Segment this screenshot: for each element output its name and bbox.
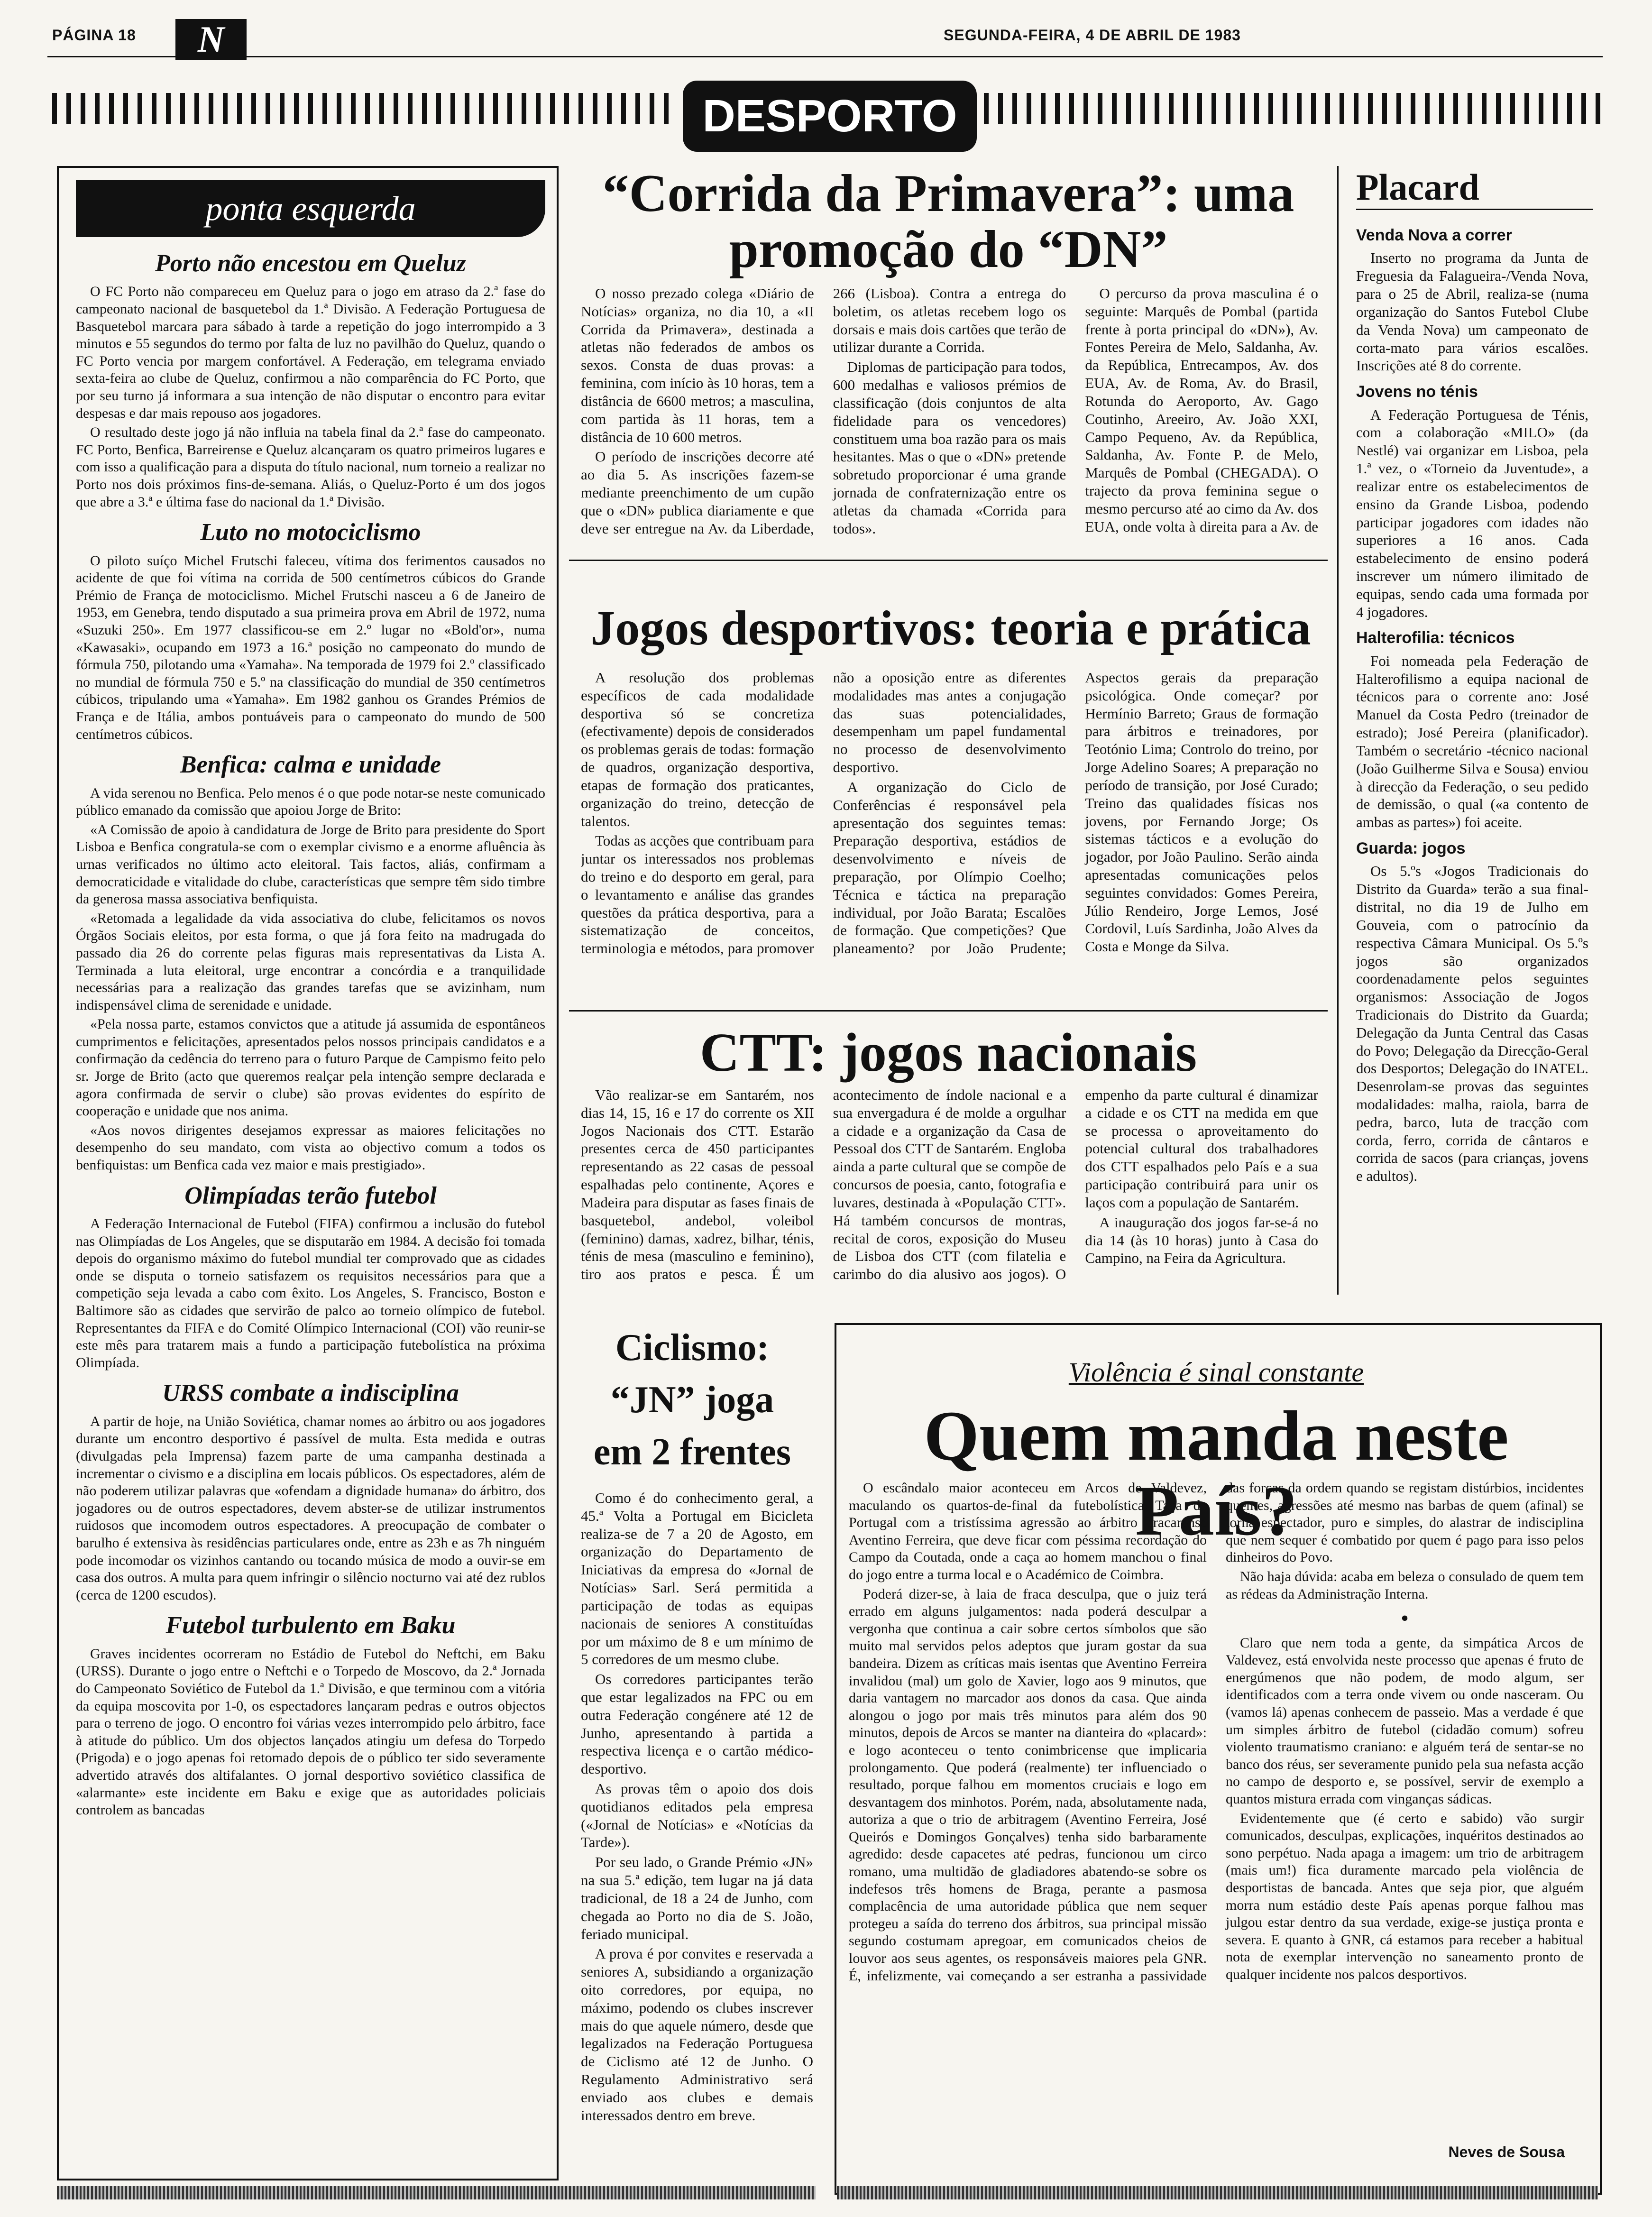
article-paragraph: Os corredores participantes terão que estar legalizados na FPC ou em outra Federação congénere até 12 de Junho, apresentando à partida a respectiva licença e o cartão médico-desportivo.: [581, 1671, 813, 1777]
ponta-esquerda-content: [76, 242, 545, 2167]
footer-texture-left: [57, 2186, 816, 2199]
section-bullet: •: [1401, 1606, 1409, 1631]
story-paragraph: «Retomada a legalidade da vida associativa do clube, felicitamos os novos Órgãos Sociais eleitos, por esta forma, o que já fora feito na madrugada do passado dia 26 do corrente pelas figuras mais representativas da Lista A. Terminada a luta eleitoral, urge encontrar a concórdia e a tranquilidade necessárias para a realização das grandes tarefas que se avizinham, num indispensável clima de serenidade e unidade.: [76, 910, 545, 1013]
article-paragraph: A organização do Ciclo de Conferências é responsável pela apresentação dos seguintes temas: Preparação desportiva, estádios de desenvolvimento e níveis de preparação, por Olímpio Coelho; Técnica e táctica na preparação individual, por João Barata; Escalões de formação. Que competições? Que planeamento? por João Prudente; Aspectos gerais da preparação psicológica. Onde começar? por Hermínio Barreto; Graus de formação para árbitros e treinadores, por Teotónio Lima; Controlo do treino, por Jorge Adelino Soares; A preparação no período de transição, por José Curado; Treino das qualidades físicas nos jovens, por Fernando Jorge; Os sistemas tácticos e a evolução do jogador, por João Paulino. Serão ainda apresentadas comunicações pelos seguintes convidados: Gomes Pereira, Júlio Rendeiro, Jorge Lemos, José Cordovil, Luís Sardinha, João Alves da Costa e Monge da Silva.: [833, 669, 1318, 957]
footer-texture-right: [837, 2186, 1598, 2199]
placard-item-text: Inserto no programa da Junta de Freguesia da Falagueira-/Venda Nova, para o 25 de Abril, realiza-se (numa organização do Santos Futebol Clube da Venda Nova) um campeonato de corta-mato para vários escalões. Inscrições até 8 do corrente.: [1356, 249, 1588, 374]
page-number: PÁGINA 18: [52, 27, 136, 44]
ctt-body: [581, 1086, 1318, 1333]
article-paragraph: A resolução dos problemas específicos de cada modalidade desportiva só se concretiza (efectivamente) depois de considerados os problemas gerais de todas: formação de quadros, organização desportiva, etapas de formação dos praticantes, organização do treino, detecção de talentos.: [581, 669, 814, 829]
story-paragraph: Graves incidentes ocorreram no Estádio de Futebol do Neftchi, em Baku (URSS). Durante o jogo entre o Neftchi e o Torpedo de Moscovo, da 2.ª Jornada do Campeonato Soviético de Futebol da 1.ª Divisão, e que terminou com a vitória da equipa moscovita por 1-0, os espectadores lançaram pedras e outros objectos para o terreno de jogo. O encontro foi várias vezes interrompido pelo árbitro, face à atitude do público. Um dos objectos lançados atingiu um defesa do Torpedo (Prigoda) e o jogo apenas foi retomado depois de o público ter sido severamente advertido através dos altifalantes. O jornal desportivo soviético classifica de «alarmante» este incidente em Baku e exige que as autoridades policiais controlem as bancadas: [76, 1646, 545, 1818]
placard-title: Placard: [1356, 166, 1593, 210]
article-author: Neves de Sousa: [1448, 2143, 1565, 2161]
article-paragraph: O percurso da prova masculina é o seguinte: Marquês de Pombal (partida frente à porta principal do «DN»), Av. Fontes Pereira de Melo, Saldanha, Av. da República, Entrecampos, Av. dos EUA, Av. de Roma, Av. do Brasil, Rotunda do Aeroporto, Av. Gago Coutinho, Areeiro, Av. João XXI, Campo Pequeno, Av. da República, Saldanha, Av. Fonte P. de Melo, Marquês de Pombal (CHEGADA). O trajecto da prova feminina segue o mesmo percurso até ao cimo da Av. dos EUA, onde volta à direita para a Av. de: [1085, 285, 1318, 535]
story-title: URSS combate a indisciplina: [162, 1380, 459, 1407]
corrida-headline: “Corrida da Primavera”: uma promoção do “DN”: [602, 164, 1294, 279]
article-paragraph: Vão realizar-se em Santarém, nos dias 14, 15, 16 e 17 do corrente os XII Jogos Nacionais dos CTT. Estarão presentes cerca de 450 participantes representando as 22 casas de pessoal espalhadas pelo continente, Açores e Madeira para disputar as fases finais de basquetebol, andebol, voleibol (feminino) damas, xadrez, bilhar, ténis, ténis de mesa (masculino e feminino), tiro aos pratos e pesca. É um acontecimento de índole nacional e a sua envergadura é de molde a orgulhar a cidade e a organização da Casa de Pessoal dos CTT de Santarém. Engloba ainda a parte cultural que se compõe de concursos de poesia, canto, fotografia e luvares, destinada à «População CTT». Há também concursos de montras, recital de coros, exposição do Museu de Lisboa dos CTT (com filatelia e carimbo do dia alusivo aos jogos). O empenho da parte cultural é dinamizar a cidade e os CTT na medida em que se processa o aproveitamento do potencial cultural dos trabalhadores dos CTT espalhados pelo País e a sua participação contribuirá para unir os laços com a população de Santarém.: [581, 1086, 1318, 1283]
divider: [569, 560, 1328, 561]
placard-item-head: Halterofilia: técnicos: [1356, 629, 1515, 647]
placard-body: [1356, 218, 1588, 1290]
ciclismo-title-line1: Ciclismo:: [615, 1327, 770, 1369]
decorative-bar-right: [984, 93, 1600, 124]
corrida-body: [581, 285, 1318, 550]
ciclismo-title-line2: “JN” joga: [610, 1379, 774, 1421]
divider: [569, 1010, 1328, 1012]
article-paragraph: Diplomas de participação para todos, 600 medalhas e valiosos prémios de classificação (dois conjuntos de alta fidelidade para os vencedores) constituem uma boa razão para os mais hesitantes. Mas o que o «DN» pretende sobretudo proporcionar é uma grande jornada de confraternização entre os atletas da chamada «Corrida para todos».: [833, 359, 1066, 537]
quem-headline: Quem manda neste País?: [924, 1397, 1509, 1550]
article-paragraph: Claro que nem toda a gente, da simpática Arcos de Valdevez, está envolvida neste processo que apenas é fruto de energúmenos que não podem, de modo algum, ser identificados com a terra onde vivem ou onde nasceram. Ou (vamos lá) apenas conhecem de passeio. Mas a verdade é que um simples árbitro de futebol (cidadão comum) sofreu violento traumatismo craniano: e alguém terá de sentar-se no banco dos réus, ser severamente punido pela sua nefasta acção no campo de desporto e, se possível, servir de exemplo a quantos mistura errada com vinganças sádicas.: [1226, 1635, 1584, 1807]
jogos-body: [581, 669, 1318, 1001]
story-title: Olimpíadas terão futebol: [184, 1182, 437, 1209]
story-paragraph: A vida serenou no Benfica. Pelo menos é o que pode notar-se neste comunicado público emanado da comissão que apoiou Jorge de Brito:: [76, 785, 545, 819]
ciclismo-body: [581, 1489, 813, 2177]
page-date: SEGUNDA-FEIRA, 4 DE ABRIL DE 1983: [944, 27, 1241, 44]
article-paragraph: O escândalo maior aconteceu em Arcos de Valdevez, maculando os quartos-de-final da futebolística Taça de Portugal com a tristíssima agressão ao árbitro bracarense Aventino Ferreira, que deve ficar com péssima recordação do Campo da Coutada, onde a caça ao homem manchou o final do jogo entre a turma local e o Académico de Coimbra.: [849, 1480, 1207, 1582]
placard-item-head: Jovens no ténis: [1356, 383, 1478, 401]
placard-item-head: Venda Nova a correr: [1356, 226, 1512, 244]
placard-item-text: Os 5.ºs «Jogos Tradicionais do Distrito da Guarda» terão a sua final-distrital, no dia 19 de Julho em Gouveia, com o patrocínio da respectiva Câmara Municipal. Os 5.ºs jogos são organizados coordenadamente pelos seguintes organismos: Associação de Jogos Tradicionais do Distrito da Guarda; Delegação da Junta Central das Casas do Povo; Delegação da Direcção-Geral dos Desportos; Delegação do INATEL. Desenrolam-se provas das seguintes modalidades: malha, raiola, barra de pedra, barco, luta de tracção com corda, ferro, corrida de cântaros e corrida de sacos (para crianças, jovens e adultos).: [1356, 863, 1588, 1185]
story-title: Benfica: calma e unidade: [180, 751, 441, 779]
story-title: Porto não encestou em Queluz: [155, 250, 466, 277]
jogos-headline: Jogos desportivos: teoria e prática: [590, 601, 1311, 655]
ponta-esquerda-tag: ponta esquerda: [76, 180, 545, 237]
article-paragraph: Todas as acções que contribuam para juntar os interessados nos problemas do treino e do desporto em geral, para o levantamento e análise das grandes questões da prática desportiva, para a sistematização de conceitos, terminologia e métodos, para promover não a oposição entre as diferentes modalidades mas antes a conjugação das suas potencialidades, desempenham um papel fundamental no processo de desenvolvimento desportivo.: [581, 669, 1066, 957]
story-paragraph: O piloto suíço Michel Frutschi faleceu, vítima dos ferimentos causados no acidente de que foi vítima na corrida de 500 centímetros cúbicos do Grande Prémio de França de motociclismo. Michel Frutschi nasceu a 6 de Janeiro de 1953, em Genebra, tendo disputado a sua primeira prova em Abril de 1972, numa «Suzuki 250». Em 1977 classificou-se em 2.º lugar no «Bold'or», numa «Kawasaki», ocupando em 1973 a 16.ª posição no campeonato do mundo de fórmula 750, pilotando uma «Yamaha». Na temporada de 1979 foi 2.º classificado no mundial de fórmula 750 e 5.º na classificação do mundial de 350 centímetros cúbicos, tripulando uma «Yamaha». Em 1982 ganhou os Grandes Prémios de França e de Itália, ambos pontuáveis para o campeonato do mundo de 500 centímetros cúbicos.: [76, 552, 545, 742]
article-paragraph: O nosso prezado colega «Diário de Notícias» organiza, no dia 10, a «II Corrida da Primavera», destinada a atletas não federados de ambos os sexos. Consta de duas provas: a feminina, com início às 10 horas, tem a distância de 6600 metros; a masculina, com partida às 11 horas, tem a distância de 10 600 metros.: [581, 285, 814, 445]
story-paragraph: O FC Porto não compareceu em Queluz para o jogo em atraso da 2.ª fase do campeonato nacional de basquetebol da 1.ª Divisão. A Federação Portuguesa de Basquetebol marcara para sábado à tarde a repetição do jogo interrompido a 3 minutos e 55 segundos do termo por falta de luz no pavilhão do Queluz, quando o FC Porto vencia por margem confortável. A Federação, em telegrama enviado sexta-feira ao clube de Queluz, confirmou a não comparência do FC Porto, que por seu turno já informara a sua intenção de não disputar o encontro para evitar despesas e dar mais repouso aos jogadores.: [76, 284, 545, 421]
section-title: DESPORTO: [683, 81, 977, 152]
placard-item-text: A Federação Portuguesa de Ténis, com a colaboração «MILO» (da Nestlé) vai organizar em Lisboa, pela 1.ª vez, o «Torneio da Juventude», a realizar entre os estabelecimentos de ensino da Grande Lisboa, podendo participar jogadores com idades não superiores a 16 anos. Cada estabelecimento de ensino poderá inscrever um número ilimitado de equipas, sendo cada uma formada por 4 jogadores.: [1356, 406, 1588, 620]
story-paragraph: A partir de hoje, na União Soviética, chamar nomes ao árbitro ou aos jogadores durante um encontro desportivo é passível de multa. Esta medida e outras (divulgadas pela Imprensa) fazem parte de uma campanha destinada a incrementar o civismo e a disciplina em locais públicos. Os espectadores, além de não poderem utilizar palavras que «ofendam a dignidade humana» do árbitro, dos jogadores ou de outros espectadores, devem abster-se de utilizar instrumentos ruidosos que incomodem outros espectadores. A preocupação de combater o barulho é extensiva às residências particulares onde, entre as 23h e as 7h ninguém pode incomodar os vizinhos cantando ou tocando música de modo a ouvir-se em casa dos outros. A multa para quem infringir o silêncio nocturno vai até dez rublos (cerca de 1200 escudos).: [76, 1413, 545, 1603]
article-paragraph: A prova é por convites e reservada a seniores A, subsidiando a organização oito corredores, por equipa, no máximo, podendo os clubes inscrever mais do que aquele número, desde que legalizados na Federação Portuguesa de Ciclismo até 12 de Junho. O Regulamento Administrativo será enviado aos clubes e demais interessados dentro em breve.: [581, 1945, 813, 2124]
story-title: Futebol turbulento em Baku: [165, 1612, 456, 1639]
article-paragraph: Evidentemente que (é certo e sabido) vão surgir comunicados, desculpas, explicações, inquéritos destinados ao sono perpétuo. Nada apaga a imagem: um trio de arbitragem (mais um!) fica duramente marcado pela violência de desportistas de bancada. Antes que seja pior, que alguém morra num estádio deste País apenas porque falhou mas julgou estar dentro da sua verdade, exige-se justiça pronta e severa. E quanto à GNR, cá estamos para receber a habitual nota de exemplar intervenção no saneamento pronto de qualquer incidente nos palcos desportivos.: [1226, 1810, 1584, 1982]
ciclismo-title-line3: em 2 frentes: [593, 1431, 791, 1473]
quem-body: [849, 1480, 1584, 2134]
story-paragraph: O resultado deste jogo já não influia na tabela final da 2.ª fase do campeonato. FC Porto, Benfica, Barreirense e Queluz alcançaram os quatro primeiros lugares e com isso a qualificação para a disputa do título nacional, num torneio a realizar no Porto nos dois próximos fins-de-semana. Aliás, o Queluz-Porto é um dos jogos que abre a 3.ª e última fase do nacional da 1.ª Divisão.: [76, 424, 545, 510]
placard-item-text: Foi nomeada pela Federação de Halterofilismo a equipa nacional de técnicos para o corrente ano: José Manuel da Costa Pedro (treinador de estrado); José Pereira (planificador). Também o secretário -técnico nacional (João Guilherme Silva e Sousa) enviou à direcção da Federação, o seu pedido de demissão, o qual («a contento de ambas as partes») foi aceite.: [1356, 652, 1588, 831]
article-paragraph: Poderá dizer-se, à laia de fraca desculpa, que o juiz terá errado em alguns julgamentos: nada poderá desculpar a vergonha que continua a cair sobre certos símbolos que são muito mal servidos pelos adeptos que juram gostar da sua bandeira. Dizem as críticas mais isentas que Aventino Ferreira invalidou (mal) um golo de Xavier, logo aos 9 minutos, que daria vantagem no marcador aos donos da casa. Que ainda alongou o jogo por mais três minutos para além dos 90 minutos, depois de Arcos se manter na dianteira do «placard»: e logo aconteceu o tento conimbricense que implicaria prolongamento. Que poderá (realmente) ter influenciado o resultado, porque falhou em momentos cruciais e logo em desvantagem dos minhotos. Porém, nada, absolutamente nada, autoriza a que o trio de arbitragem (Aventino Ferreira, José Queirós e Domingos Gonçalves) tenha sido barbaramente agredido: desde capacetes até pedras, funcionou um circo romano, uma multidão de gladiadores abatendo-se sobre os indefesos três homens de Braga, perante a pasmosa complacência de uma autoridade pública que nem sequer protegeu a saída do terreno dos árbitros, sua principal missão segundo costumam apregoar, em comunicados cheios de louvor aos seus agentes, os responsáveis maiores pela GNR. É, infelizmente, vai começando a ser estranha a passividade das forças da ordem quando se registam distúrbios, incidentes quentes, agressões até mesmo nas barbas de quem (afinal) se torna espectador, puro e simples, do alastrar de indisciplina que nem sequer é combatido por quem é pago para isso pelos dinheiros do Povo.: [849, 1480, 1584, 1984]
story-paragraph: A Federação Internacional de Futebol (FIFA) confirmou a inclusão do futebol nas Olimpíadas de Los Angeles, que se disputarão em 1984. A decisão foi tomada depois do organismo máximo do futebol mundial ter comprovado que as cidades onde se disputa o torneio satisfazem os requisitos necessários para que a competição seja levada a cabo com êxito. Los Angeles, S. Francisco, Boston e Baltimore são as cidades que servirão de palco ao torneio olímpico de futebol. Representantes da FIFA e do Comité Olímpico Internacional (COI) vão reunir-se este mês para tratarem mais a fundo a participação futebolística na próxima Olimpíada.: [76, 1216, 545, 1371]
placard-divider: [1337, 166, 1339, 1295]
story-paragraph: «A Comissão de apoio à candidatura de Jorge de Brito para presidente do Sport Lisboa e Benfica congratula-se com o exemplar civismo e a enorme afluência às urnas verificados no último acto eleitoral. Tais factos, aliás, confirmam a democraticidade e vitalidade do clube, características que sempre têm sido timbre da generosa massa associativa benfiquista.: [76, 821, 545, 907]
article-paragraph: A inauguração dos jogos far-se-á no dia 14 (às 10 horas) junto à Casa do Campino, na Feira da Agricultura.: [1085, 1214, 1318, 1267]
article-paragraph: Como é do conhecimento geral, a 45.ª Volta a Portugal em Bicicleta realiza-se de 7 a 20 de Agosto, em organização do Departamento de Iniciativas da empresa do «Jornal de Notícias» Sarl. Será permitida a participação de todas as equipas nacionais de seniores A constituídas por um máximo de 8 e um mínimo de 5 corredores de um mesmo clube.: [581, 1490, 813, 1668]
article-paragraph: As provas têm o apoio dos dois quotidianos editados pela empresa («Jornal de Notícias» e «Notícias da Tarde»).: [581, 1780, 813, 1851]
quem-kicker: Violência é sinal constante: [1068, 1357, 1364, 1388]
article-paragraph: O período de inscrições decorre até ao dia 5. As inscrições fazem-se mediante preenchimento de um cupão que o «DN» publica diariamente e que deve ser entregue na Av. da Liberdade, 266 (Lisboa). Contra a entrega do boletim, os atletas recebem logo os dorsais e mais dois cartões que terão de utilizar durante a Corrida.: [581, 285, 1066, 537]
ctt-headline: CTT: jogos nacionais: [699, 1022, 1197, 1083]
placard-item-head: Guarda: jogos: [1356, 839, 1466, 857]
article-paragraph: Por seu lado, o Grande Prémio «JN» na sua 5.ª edição, tem lugar na já data tradicional, de 18 a 24 de Junho, com chegada ao Porto no dia de S. João, feriado municipal.: [581, 1854, 813, 1942]
story-paragraph: «Aos novos dirigentes desejamos expressar as maiores felicitações no desempenho do seu mandato, com vista ao objectivo comum a todos os benfiquistas: um Benfica cada vez maior e mais prestigiado».: [76, 1122, 545, 1173]
story-paragraph: «Pela nossa parte, estamos convictos que a atitude já assumida de espontâneos cumprimentos e felicitações, apresentados pelos nossos principais candidatos e a confirmação da cedência do terreno para o futuro Parque de Campismo feito pelo sr. Jorge de Brito (acto que queremos realçar pela intenção sempre declarada e agora confirmada de servir o clube) são provas evidentes do espírito de cooperação e unidade que nos anima.: [76, 1016, 545, 1119]
article-paragraph: Não haja dúvida: acaba em beleza o consulado de quem tem as rédeas da Administração Interna.: [1226, 1568, 1584, 1602]
header-rule: [47, 56, 1603, 57]
story-title: Luto no motociclismo: [200, 519, 421, 546]
decorative-bar-left: [52, 93, 678, 124]
newspaper-logo: N: [175, 19, 247, 60]
